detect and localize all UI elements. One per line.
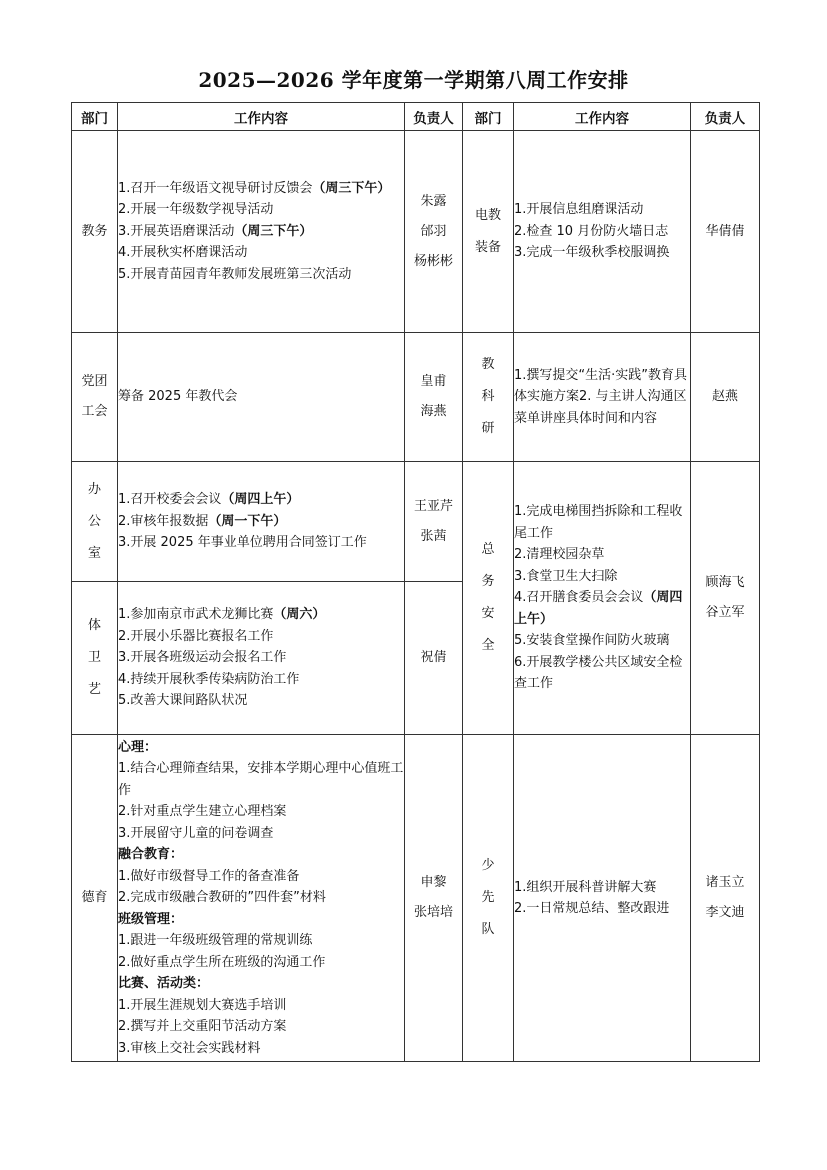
header-content-2: 工作内容 xyxy=(514,103,691,131)
person-shaoxiandui: 诸玉立 李文迪 xyxy=(691,735,760,1062)
content-shaoxiandui: 1.组织开展科普讲解大赛 2.一日常规总结、整改跟进 xyxy=(514,735,691,1062)
content-bangongshi: 1.召开校委会会议（周四上午） 2.审核年报数据（周一下午） 3.开展 2025 年事业单位聘用合同签订工作 xyxy=(118,462,405,582)
table-row xyxy=(72,462,760,582)
person-tiweiyi: 祝倩 xyxy=(405,582,463,735)
content-jiaokeyan: 1.撰写提交“生活·实践”教育具体实施方案2. 与主讲人沟通区菜单讲座具体时间和内容 xyxy=(514,333,691,462)
content-dianjiao: 1.开展信息组磨课活动 2.检查 10 月份防火墙日志 3.完成一年级秋季校服调换 xyxy=(514,131,691,333)
dept-jiaowu: 教务 xyxy=(72,131,118,333)
table-row xyxy=(72,735,760,1062)
content-zongwu: 1.完成电梯围挡拆除和工程收尾工作 2.清理校园杂草 3.食堂卫生大扫除 4.召开膳食委员会会议（周四上午） 5.安装食堂操作间防火玻璃 6.开展教学楼公共区域安全检查工作 xyxy=(514,462,691,735)
content-tiweiyi: 1.参加南京市武术龙狮比赛（周六） 2.开展小乐器比赛报名工作 3.开展各班级运动会报名工作 4.持续开展秋季传染病防治工作 5.改善大课间路队状况 xyxy=(118,582,405,735)
table-row xyxy=(72,131,760,333)
header-person: 负责人 xyxy=(405,103,463,131)
person-jiaokeyan: 赵燕 xyxy=(691,333,760,462)
header-person-2: 负责人 xyxy=(691,103,760,131)
person-deyu: 申黎 张培培 xyxy=(405,735,463,1062)
content-deyu: 心理： 1.结合心理筛查结果，安排本学期心理中心值班工作 2.针对重点学生建立心理档案 3.开展留守儿童的问卷调查 融合教育： 1.做好市级督导工作的备查准备 2.完成市级融合教研的”四件套”材料 班级管理： 1.跟进一年级班级管理的常规训练 2.做好重点学生所在班级的沟通工作 比赛、活动类： 1.开展生涯规划大赛选手培训 2.撰写并上交重阳节活动方案 3.审核上交社会实践材料 xyxy=(118,735,405,1062)
schedule-table xyxy=(71,102,760,1062)
person-zongwu: 顾海飞 谷立军 xyxy=(691,462,760,735)
dept-shaoxiandui: 少 先 队 xyxy=(463,735,514,1062)
content-jiaowu: 1.召开一年级语文视导研讨反馈会（周三下午） 2.开展一年级数学视导活动 3.开展英语磨课活动（周三下午） 4.开展秋实杯磨课活动 5.开展青苗园青年教师发展班第三次活动 xyxy=(118,131,405,333)
header-dept: 部门 xyxy=(72,103,118,131)
content-dangtuan: 筹备 2025 年教代会 xyxy=(118,333,405,462)
person-jiaowu: 朱露 邰羽 杨彬彬 xyxy=(405,131,463,333)
table-row xyxy=(72,333,760,462)
dept-zongwu: 总 务 安 全 xyxy=(463,462,514,735)
person-dianjiao: 华倩倩 xyxy=(691,131,760,333)
page-title: 2025—2026 学年度第一学期第八周工作安排 xyxy=(198,68,629,92)
header-row xyxy=(72,103,760,131)
dept-dianjiao: 电教 装备 xyxy=(463,131,514,333)
dept-deyu: 德育 xyxy=(72,735,118,1062)
header-dept-2: 部门 xyxy=(463,103,514,131)
dept-tiweiyi: 体 卫 艺 xyxy=(72,582,118,735)
person-bangongshi: 王亚芹 张茜 xyxy=(405,462,463,582)
dept-jiaokeyan: 教 科 研 xyxy=(463,333,514,462)
dept-bangongshi: 办 公 室 xyxy=(72,462,118,582)
person-dangtuan: 皇甫 海燕 xyxy=(405,333,463,462)
dept-dangtuan: 党团 工会 xyxy=(72,333,118,462)
header-content: 工作内容 xyxy=(118,103,405,131)
